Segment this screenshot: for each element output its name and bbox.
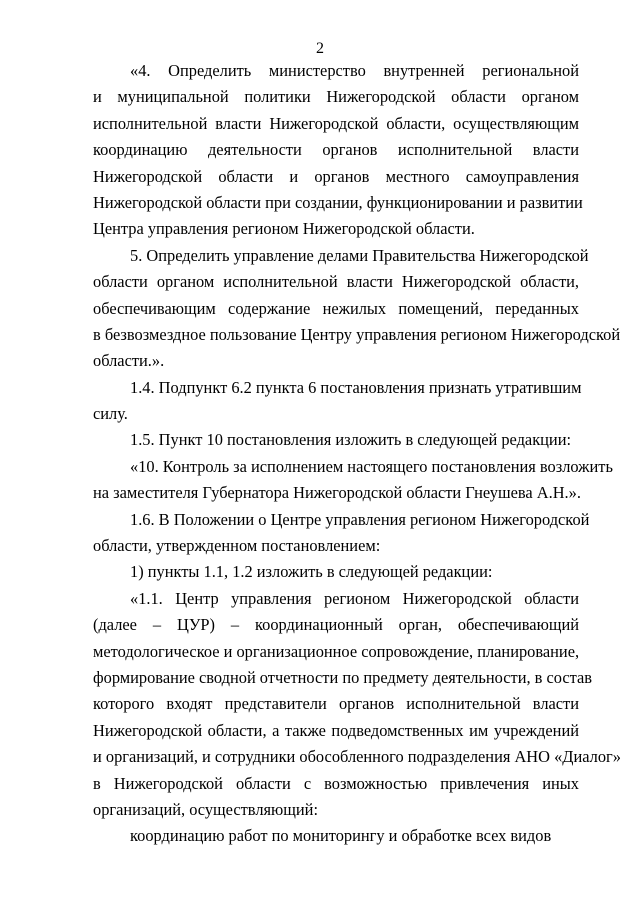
paragraph-p1-1: [93, 586, 621, 824]
paragraph-p10: [93, 454, 613, 507]
text-line: Нижегородской области, а также подведомственных им учреждений: [93, 720, 579, 740]
text-line: в безвозмездное пользование Центру управления регионом Нижегородской: [93, 324, 621, 344]
paragraph-p1-6: [93, 507, 590, 560]
text-line: силу.: [93, 404, 128, 424]
text-line: в Нижегородской области с возможностью привлечения иных: [93, 773, 579, 793]
text-line: методологическое и организационное сопровождение, планирование,: [93, 641, 580, 661]
text-line: области.».: [93, 351, 165, 371]
text-line: обеспечивающим содержание нежилых помещений, переданных: [93, 298, 579, 318]
paragraph-p4: [93, 58, 583, 243]
text-line: организаций, осуществляющий:: [93, 799, 318, 819]
text-line: 1.5. Пункт 10 постановления изложить в следующей редакции:: [130, 430, 572, 450]
text-line: координацию деятельности органов исполнительной власти: [93, 140, 579, 160]
paragraph-p-coord: [93, 823, 579, 849]
text-line: и организаций, и сотрудники обособленного подразделения АНО «Диалог»: [93, 747, 621, 767]
paragraph-p5: [93, 243, 621, 375]
text-line: формирование сводной отчетности по предмету деятельности, в состав: [93, 667, 593, 687]
paragraph-p1-6-1: [93, 559, 579, 585]
page-number: 2: [316, 40, 324, 57]
text-line: области, утвержденном постановлением:: [93, 536, 381, 556]
text-line: Нижегородской области при создании, функционировании и развитии: [93, 192, 583, 212]
text-line: «1.1. Центр управления регионом Нижегородской области: [130, 588, 579, 608]
document-body: [93, 58, 621, 850]
text-line: «4. Определить министерство внутренней региональной: [130, 61, 579, 80]
text-line: исполнительной власти Нижегородской области, осуществляющим: [93, 113, 579, 133]
text-line: 5. Определить управление делами Правительства Нижегородской: [130, 245, 589, 265]
text-line: «10. Контроль за исполнением настоящего постановления возложить: [130, 456, 613, 476]
text-line: на заместителя Губернатора Нижегородской области Гнеушева А.Н.».: [93, 483, 581, 503]
paragraph-p1-4: [93, 375, 582, 428]
text-line: которого входят представители органов исполнительной власти: [93, 694, 579, 714]
text-line: Нижегородской области и органов местного самоуправления: [93, 166, 579, 186]
text-line: 1.4. Подпункт 6.2 пункта 6 постановления признать утратившим: [130, 377, 582, 397]
text-line: (далее – ЦУР) – координационный орган, обеспечивающий: [93, 615, 579, 635]
paragraph-p1-5: [93, 427, 579, 453]
text-line: Центра управления регионом Нижегородской области.: [93, 219, 475, 239]
text-line: и муниципальной политики Нижегородской области органом: [93, 87, 579, 107]
text-line: 1.6. В Положении о Центре управления регионом Нижегородской: [130, 509, 590, 529]
text-line: области органом исполнительной власти Нижегородской области,: [93, 272, 579, 292]
text-line: координацию работ по мониторингу и обработке всех видов: [130, 826, 552, 846]
text-line: 1) пункты 1.1, 1.2 изложить в следующей редакции:: [130, 562, 493, 582]
